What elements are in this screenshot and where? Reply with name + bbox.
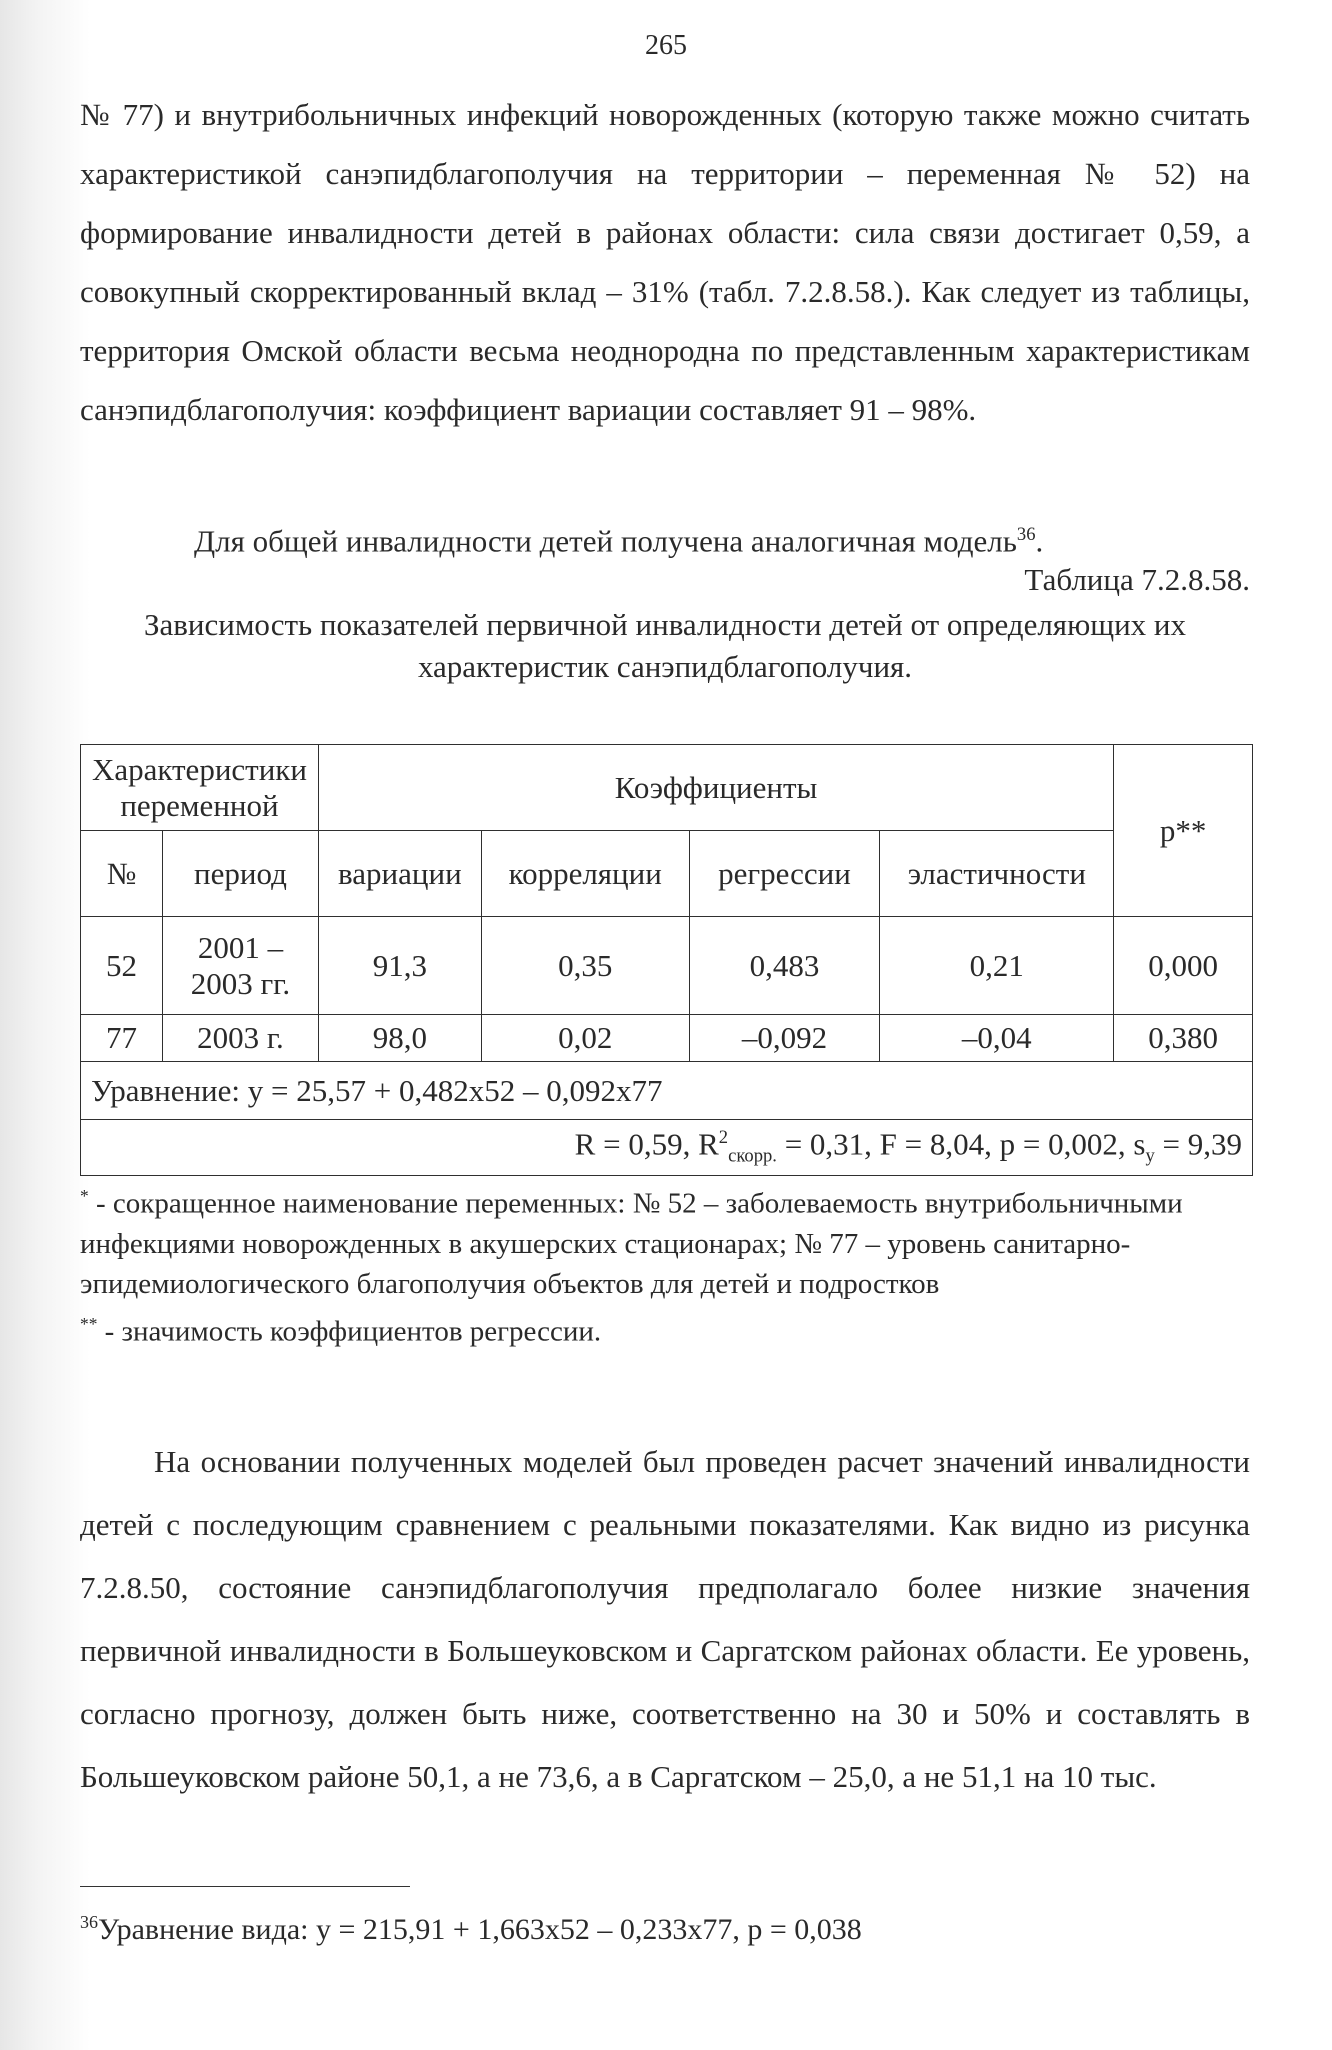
header-p: p** <box>1114 745 1253 917</box>
cell-regression: –0,092 <box>689 1015 880 1062</box>
header-elasticity: эластичности <box>880 831 1114 917</box>
footnote <box>80 1900 1250 1952</box>
table-label: Таблица 7.2.8.58. <box>1024 562 1250 597</box>
table-row <box>81 1015 1253 1062</box>
table-equation-row <box>81 1062 1253 1120</box>
footnote-text: Уравнение вида: y = 215,91 + 1,663x52 – 0,233x77, p = 0,038 <box>98 1913 862 1946</box>
header-number: № <box>81 831 163 917</box>
cell-variation: 98,0 <box>318 1015 481 1062</box>
header-period: период <box>162 831 318 917</box>
table-row <box>81 917 1253 1015</box>
stats-r-squared-sup: 2 <box>718 1127 729 1148</box>
header-coefficients: Коэффициенты <box>318 745 1113 831</box>
table-title: Зависимость показателей первичной инвалидности детей от определяющих их характеристик санэпидблагополучия. <box>143 607 1187 684</box>
stats-end: = 9,39 <box>1154 1126 1242 1162</box>
cell-number: 52 <box>81 917 163 1015</box>
table-stats-row <box>81 1120 1253 1176</box>
header-variation: вариации <box>318 831 481 917</box>
coefficients-table <box>80 744 1253 1176</box>
note-marker: * <box>80 1186 89 1206</box>
footnote-reference: 36 <box>1016 524 1036 545</box>
paragraph-general-disability-text: Для общей инвалидности детей получена аналогичная модель <box>194 523 1017 559</box>
paragraph-intro: № 77) и внутрибольничных инфекций новорожденных (которую также можно считать характеристикой санэпидблагополучия на территории – переменная № 52) на формирование инвалидности детей в районах области: сила связи достигает 0,59, а совокупный скорректированный вклад – 31% (табл. 7.2.8.58.). Как следует из таблицы, территория Омской области весьма неоднородна по представленным характеристикам санэпидблагополучия: коэффициент вариации составляет 91 – 98%. <box>80 97 1250 427</box>
cell-p: 0,000 <box>1114 917 1253 1015</box>
page-number: 265 <box>645 30 687 61</box>
table-header-row-1 <box>81 745 1253 831</box>
footnote-divider <box>80 1886 410 1887</box>
regression-equation: Уравнение: y = 25,57 + 0,482x52 – 0,092x77 <box>81 1062 1253 1120</box>
stats-r: R = 0,59, R <box>574 1126 719 1162</box>
paragraph-end-period: . <box>1035 523 1044 559</box>
header-characteristics: Характеристики переменной <box>81 745 319 831</box>
scan-shadow-edge <box>0 0 90 2050</box>
header-correlation: корреляции <box>481 831 689 917</box>
note-marker: ** <box>80 1313 98 1334</box>
cell-period: 2003 г. <box>162 1015 318 1062</box>
cell-regression: 0,483 <box>689 917 880 1015</box>
cell-correlation: 0,35 <box>481 917 689 1015</box>
cell-number: 77 <box>81 1015 163 1062</box>
header-regression: регрессии <box>689 831 880 917</box>
note-significance-text: - значимость коэффициентов регрессии. <box>97 1315 602 1348</box>
cell-p: 0,380 <box>1114 1015 1253 1062</box>
table-notes <box>80 1176 1250 1351</box>
table-header-row-2 <box>81 831 1253 917</box>
footnote-marker: 36 <box>80 1912 98 1932</box>
cell-correlation: 0,02 <box>481 1015 689 1062</box>
cell-period: 2001 – 2003 гг. <box>162 917 318 1015</box>
note-significance <box>80 1304 1250 1352</box>
paragraph-general-disability <box>80 505 1250 570</box>
regression-statistics <box>81 1120 1253 1176</box>
cell-variation: 91,3 <box>318 917 481 1015</box>
paragraph-calculation: На основании полученных моделей был проведен расчет значений инвалидности детей с последующим сравнением с реальными показателями. Как видно из рисунка 7.2.8.50, состояние санэпидблагополучия предполагало более низкие значения первичной инвалидности в Большеуковском и Саргатском районах области. Ее уровень, согласно прогнозу, должен быть ниже, соответственно на 30 и 50% и составлять в Большеуковском районе 50,1, а не 73,6, а в Саргатском – 25,0, а не 51,1 на 10 тыс. <box>80 1444 1250 1794</box>
cell-elasticity: –0,04 <box>880 1015 1114 1062</box>
cell-elasticity: 0,21 <box>880 917 1114 1015</box>
note-variables-text: - сокращенное наименование переменных: № 52 – заболеваемость внутрибольничными инфекциями новорожденных в акушерских стационарах; № 77 – уровень санитарно-эпидемиологического благополучия объектов для детей и подростков <box>80 1187 1183 1300</box>
stats-s-sub: y <box>1145 1145 1155 1167</box>
stats-rest: = 0,31, F = 8,04, p = 0,002, s <box>776 1126 1146 1162</box>
stats-r-squared-sub: скорр. <box>728 1145 777 1167</box>
note-variables <box>80 1176 1250 1304</box>
